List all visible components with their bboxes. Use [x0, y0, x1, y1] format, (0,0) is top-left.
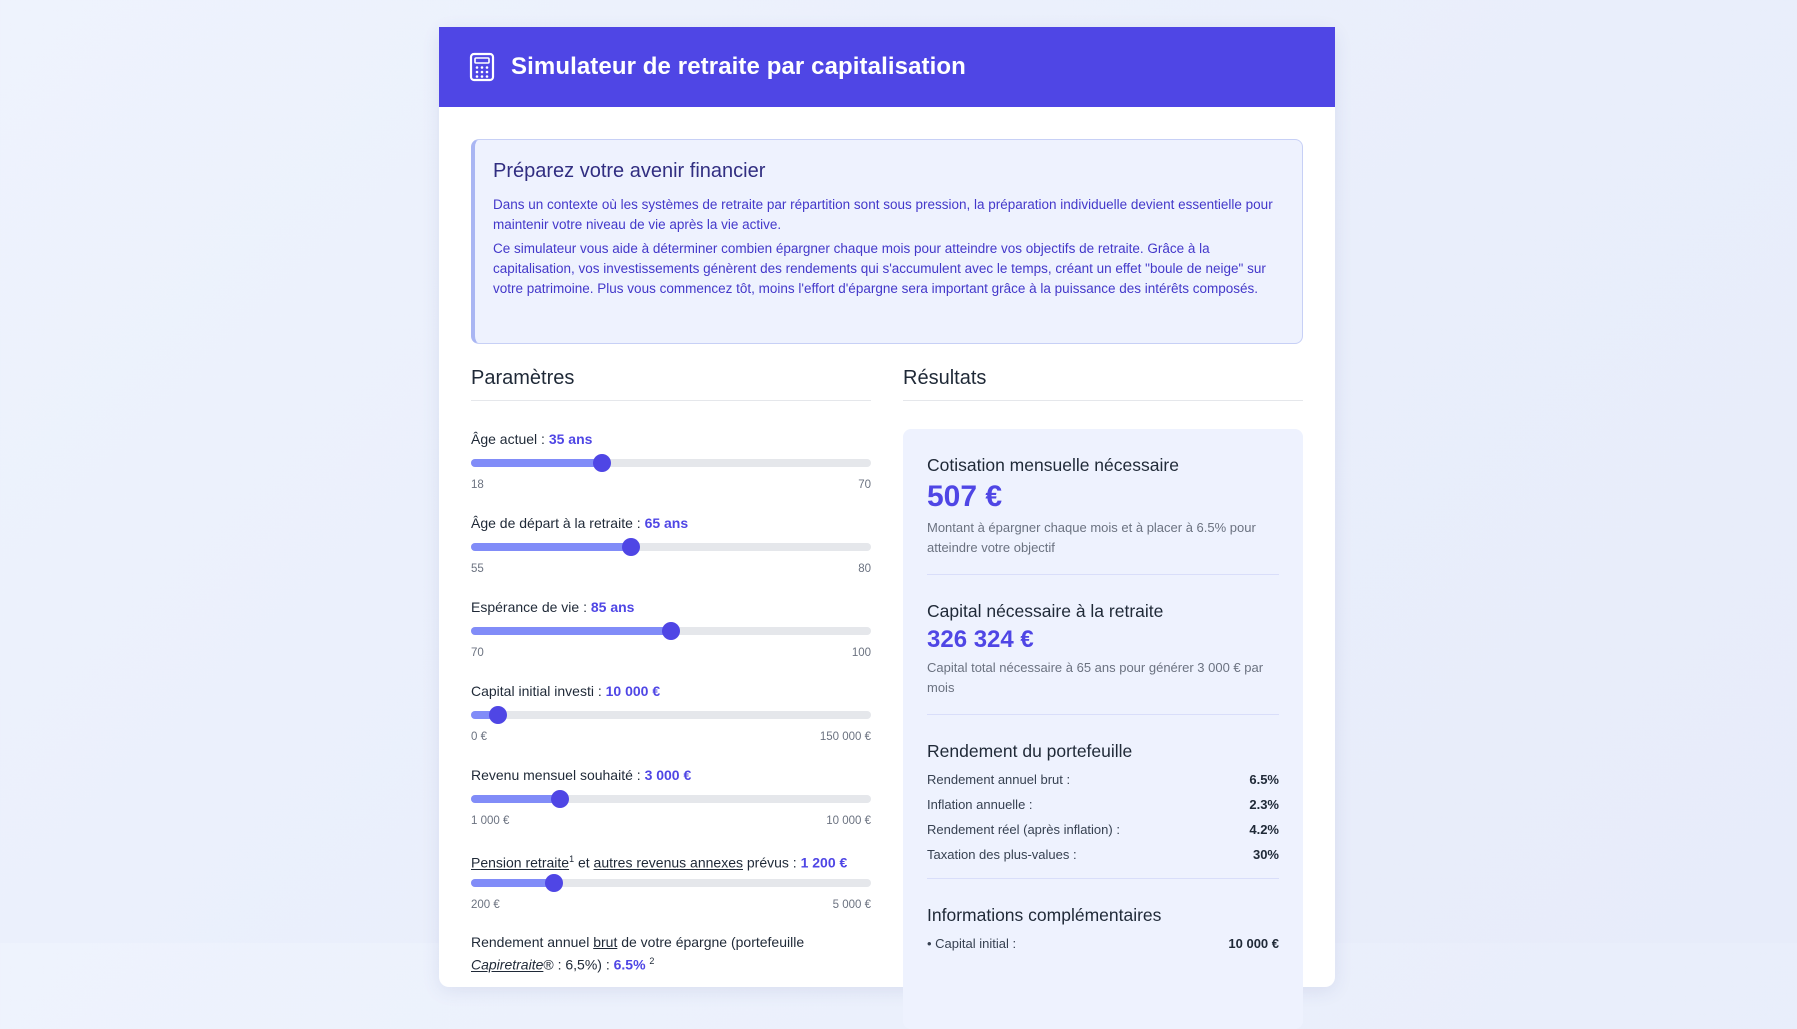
- header: [439, 27, 1335, 107]
- param-label: Âge actuel :: [471, 431, 549, 447]
- parameters-title: Paramètres: [471, 367, 871, 401]
- param-current-age: [471, 429, 871, 491]
- result-description: Montant à épargner chaque mois et à placer à 6.5% pour atteindre votre objectif: [927, 520, 1256, 555]
- result-title: Informations complémentaires: [927, 905, 1162, 925]
- range-max: 10 000 €: [826, 815, 871, 827]
- kv-row: [927, 797, 1279, 812]
- kv-label: Taxation des plus-values :: [927, 847, 1077, 862]
- kv-value: 4.2%: [1249, 822, 1279, 837]
- param-label: de votre épargne (portefeuille: [617, 934, 805, 950]
- kv-value: 2.3%: [1249, 797, 1279, 812]
- kv-label: Rendement réel (après inflation) :: [927, 822, 1120, 837]
- kv-row: [927, 822, 1279, 837]
- result-title: Capital nécessaire à la retraite: [927, 601, 1164, 621]
- results-title: Résultats: [903, 367, 1303, 401]
- param-label: Rendement annuel: [471, 934, 594, 950]
- other-income-link[interactable]: autres revenus annexes: [593, 854, 743, 871]
- result-title: Cotisation mensuelle nécessaire: [927, 455, 1179, 475]
- kv-label: Rendement annuel brut :: [927, 772, 1071, 787]
- param-value: 1 200 €: [800, 854, 848, 871]
- required-capital-value: 326 324 €: [927, 626, 1034, 653]
- range-max: 5 000 €: [832, 899, 871, 911]
- slider-thumb[interactable]: [545, 874, 563, 892]
- param-annual-yield: [471, 933, 871, 975]
- current-age-slider[interactable]: [471, 459, 871, 467]
- pension-link[interactable]: Pension retraite: [471, 854, 570, 871]
- param-desired-income: [471, 765, 871, 827]
- results-panel: [903, 367, 1303, 951]
- footnote-marker: 2: [649, 956, 655, 966]
- param-initial-capital: [471, 681, 871, 743]
- gross-link[interactable]: brut: [593, 934, 618, 950]
- kv-label: Inflation annuelle :: [927, 797, 1033, 812]
- intro-paragraph-1: Dans un contexte où les systèmes de retraite par répartition sont sous pression, la préparation individuelle devient essentielle pour maintenir votre niveau de vie après la vie active.: [493, 197, 1273, 232]
- range-max: 70: [858, 479, 871, 491]
- kv-value: 30%: [1252, 847, 1279, 862]
- param-value: 35 ans: [548, 431, 593, 447]
- intro-title: Préparez votre avenir financier: [493, 160, 766, 182]
- param-retirement-age: [471, 513, 871, 575]
- param-label: Âge de départ à la retraite :: [471, 515, 645, 531]
- retirement-age-slider[interactable]: [471, 543, 871, 551]
- slider-thumb[interactable]: [551, 790, 569, 808]
- footnote-marker: 1: [569, 854, 575, 864]
- param-label: Capital initial investi :: [471, 683, 606, 699]
- slider-thumb[interactable]: [593, 454, 611, 472]
- pension-slider[interactable]: [471, 879, 871, 887]
- intro-paragraph-2: Ce simulateur vous aide à déterminer combien épargner chaque mois pour atteindre vos objectifs de retraite. Grâce à la capitalisation, vos investissements génèrent des rendements qui s'accumulent avec le temps, créant un effet "boule de neige" sur votre patrimoine. Plus vous commencez tôt, moins l'effort d'épargne sera important grâce à la puissance des intérêts composés.: [493, 241, 1266, 296]
- param-value: 6.5%: [613, 956, 646, 973]
- range-min: 55: [471, 563, 484, 575]
- range-min: 200 €: [471, 899, 500, 911]
- range-min: 1 000 €: [471, 815, 510, 827]
- monthly-contribution: [927, 429, 1279, 575]
- monthly-contribution-value: 507 €: [927, 480, 1003, 513]
- param-label: Revenu mensuel souhaité :: [471, 767, 645, 783]
- kv-label: • Capital initial :: [927, 936, 1017, 951]
- required-capital: [927, 575, 1279, 715]
- portfolio-yield: [927, 715, 1279, 879]
- param-value: 3 000 €: [644, 767, 692, 783]
- param-pension: [471, 849, 871, 911]
- param-value: 65 ans: [644, 515, 689, 531]
- param-label: ® : 6,5%) :: [543, 956, 614, 973]
- param-label: prévus :: [742, 854, 801, 871]
- capiretraite-link[interactable]: Capiretraite: [471, 956, 544, 973]
- kv-row: [927, 772, 1279, 787]
- range-max: 80: [858, 563, 871, 575]
- result-title: Rendement du portefeuille: [927, 741, 1133, 761]
- page-title: Simulateur de retraite par capitalisation: [511, 53, 966, 80]
- param-label: et: [574, 854, 594, 871]
- simulator-card: [439, 27, 1335, 987]
- slider-thumb[interactable]: [489, 706, 507, 724]
- range-min: 70: [471, 647, 484, 659]
- parameters-panel: [471, 367, 871, 973]
- kv-value: 10 000 €: [1228, 936, 1279, 951]
- intro-box: [471, 139, 1303, 344]
- slider-thumb[interactable]: [622, 538, 640, 556]
- kv-row: [927, 936, 1279, 951]
- param-life-expectancy: [471, 597, 871, 659]
- life-expectancy-slider[interactable]: [471, 627, 871, 635]
- result-description: Capital total nécessaire à 65 ans pour générer 3 000 € par mois: [927, 660, 1264, 695]
- slider-thumb[interactable]: [662, 622, 680, 640]
- range-max: 100: [851, 647, 871, 659]
- initial-capital-slider[interactable]: [471, 711, 871, 719]
- calculator-icon: [467, 52, 497, 82]
- additional-info: [927, 879, 1279, 967]
- range-max: 150 000 €: [819, 731, 871, 743]
- kv-row: [927, 847, 1279, 862]
- range-min: 0 €: [471, 731, 487, 743]
- range-min: 18: [471, 479, 484, 491]
- results-box: [903, 429, 1303, 1029]
- param-label: Espérance de vie :: [471, 599, 591, 615]
- kv-value: 6.5%: [1249, 772, 1279, 787]
- desired-income-slider[interactable]: [471, 795, 871, 803]
- param-value: 85 ans: [590, 599, 635, 615]
- param-value: 10 000 €: [605, 683, 661, 699]
